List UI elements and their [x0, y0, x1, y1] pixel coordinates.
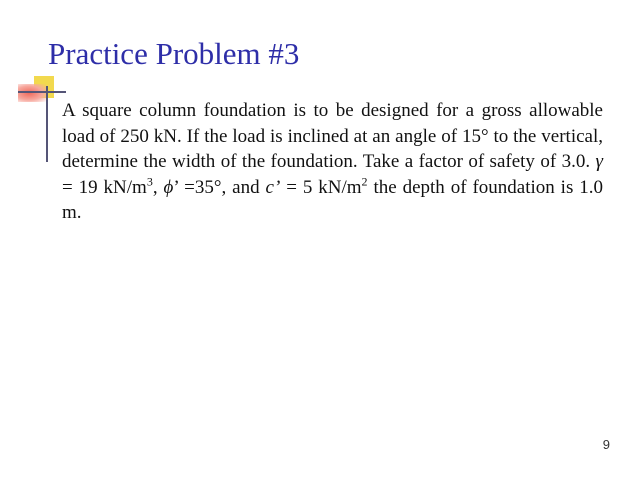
cohesion-unit-exponent: 2 — [361, 174, 368, 189]
problem-text-part1: A square column foundation is to be designed for a gross allowable load of 250 kN. If the load is inclined at an angle of 15° to the vertical, determine the width of the foundation. Take a factor of safety of 3.0. — [62, 100, 603, 172]
problem-statement — [62, 98, 603, 226]
gamma-unit-exponent: 3 — [146, 174, 153, 189]
decoration-red-block — [18, 84, 46, 102]
slide-title: Practice Problem #3 — [48, 36, 300, 71]
gamma-value: = 19 kN/m — [62, 176, 147, 198]
title-decoration — [18, 72, 66, 162]
phi-symbol: ϕ — [163, 176, 174, 198]
separator: , — [152, 176, 164, 198]
decoration-horizontal-line — [18, 91, 66, 93]
phi-value: ’ =35°, and — [173, 176, 266, 198]
cohesion-symbol: c’ — [265, 176, 281, 198]
cohesion-value: = 5 kN/m — [280, 176, 362, 198]
page-number: 9 — [602, 437, 610, 452]
problem-text-tail: the depth of foundation is 1.0 m. — [62, 176, 604, 223]
decoration-vertical-line — [46, 86, 48, 162]
gamma-symbol: γ — [595, 151, 603, 172]
